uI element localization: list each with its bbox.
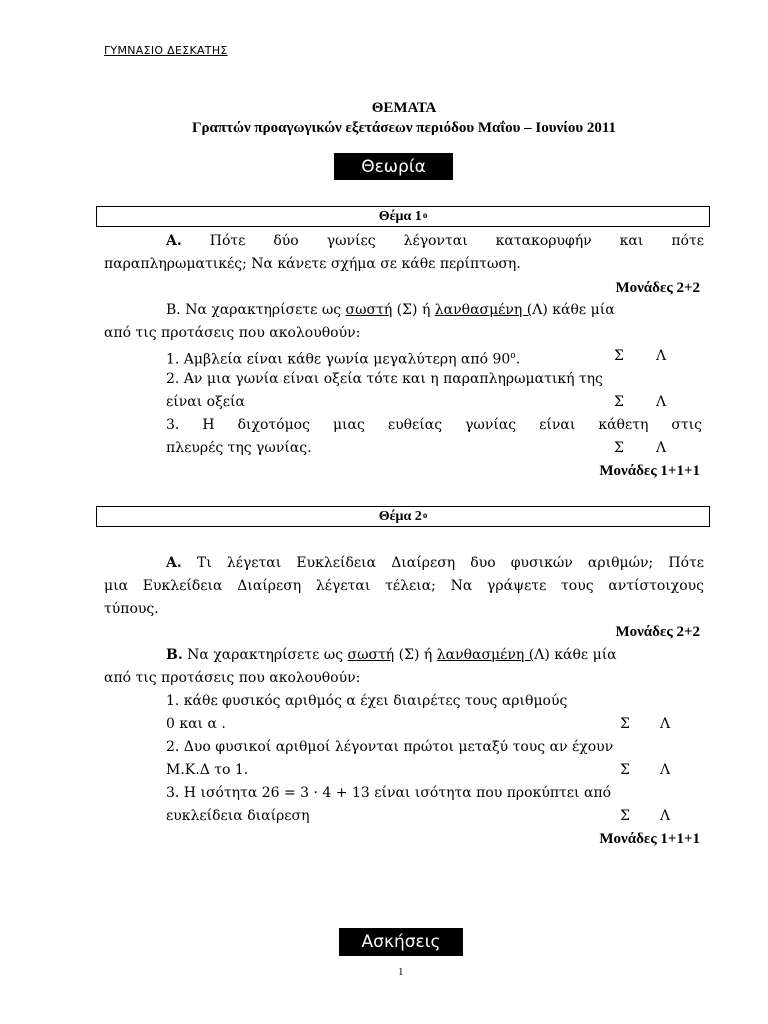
topic-1-b-marks: Μονάδες 1+1+1 bbox=[599, 463, 700, 479]
topic-2-item-3: 3. Η ισότητα 26 = 3 · 4 + 13 είναι ισότητα που προκύπτει από bbox=[166, 785, 612, 801]
topic-2-a-marks: Μονάδες 2+2 bbox=[615, 624, 700, 640]
topic-1-item-3-line-2: πλευρές της γωνίας. bbox=[166, 440, 312, 456]
false-mark: Λ bbox=[660, 808, 671, 824]
wrong-word: λανθασμένη ( bbox=[436, 647, 535, 663]
school-name: ΓΥΜΝΑΣΙΟ ΔΕΣΚΑΤΗΣ bbox=[104, 44, 228, 57]
question-a-line-1: Τι λέγεται Ευκλείδεια Διαίρεση δυο φυσικών αριθμών; Πότε bbox=[196, 555, 704, 571]
topic-1-a-marks: Μονάδες 2+2 bbox=[615, 280, 700, 296]
topic-1-item-2-line-2: είναι οξεία bbox=[166, 394, 245, 410]
topic-2-question-a-line-3: τύπους. bbox=[104, 601, 159, 617]
topic-1-question-a-line-2: παραπληρωματικές; Να κάνετε σχήμα σε κάθε περίπτωση. bbox=[104, 256, 521, 272]
topic-1-superscript: ο bbox=[422, 209, 428, 220]
correct-word: σωστή bbox=[345, 302, 393, 318]
question-b-prefix: Να χαρακτηρίσετε ως bbox=[187, 647, 344, 663]
topic-2-question-b-line-2: από τις προτάσεις που ακολουθούν: bbox=[104, 670, 361, 686]
true-mark: Σ bbox=[614, 348, 624, 364]
theory-banner: Θεωρία bbox=[334, 153, 453, 180]
degree-superscript: ο bbox=[510, 351, 516, 361]
true-mark: Σ bbox=[620, 808, 630, 824]
false-mark: Λ bbox=[660, 716, 671, 732]
true-mark: Σ bbox=[614, 394, 624, 410]
topic-1-item-2: 2. Αν μια γωνία είναι οξεία τότε και η παραπληρωματική της bbox=[166, 371, 603, 387]
topic-1-question-a bbox=[104, 230, 704, 252]
exercises-banner: Ασκήσεις bbox=[339, 928, 463, 956]
question-b-label: Β. bbox=[166, 647, 183, 663]
topic-1-item-3 bbox=[166, 414, 702, 436]
topic-2-heading bbox=[96, 506, 710, 527]
false-mark: Λ bbox=[656, 394, 667, 410]
false-mark: Λ bbox=[660, 762, 671, 778]
question-b-mid: (Σ) ή bbox=[398, 647, 433, 663]
question-b-prefix: Β. Να χαρακτηρίσετε ως bbox=[166, 302, 342, 318]
wrong-word: λανθασμένη ( bbox=[434, 302, 533, 318]
correct-word: σωστή bbox=[347, 647, 395, 663]
topic-2-item-3-line-2: ευκλείδεια διαίρεση bbox=[166, 808, 310, 824]
topic-2-question-a bbox=[104, 552, 704, 574]
question-a-label: Α. bbox=[166, 233, 182, 249]
topic-2-item-2: 2. Δυο φυσικοί αριθμοί λέγονται πρώτοι μεταξύ τους αν έχουν bbox=[166, 739, 614, 755]
true-mark: Σ bbox=[620, 716, 630, 732]
topic-2-item-1: 1. κάθε φυσικός αριθμός α έχει διαιρέτες τους αριθμούς bbox=[166, 693, 568, 709]
question-a-line-2: μια Ευκλείδεια Διαίρεση λέγεται τέλεια; Να γράψετε τους αντίστοιχους bbox=[104, 578, 704, 594]
page-number: 1 bbox=[398, 966, 404, 978]
question-b-suffix: Λ) κάθε μία bbox=[532, 302, 615, 318]
topic-2-question-a-line-2 bbox=[104, 575, 704, 597]
topic-2-item-1-line-2: 0 και α . bbox=[166, 716, 226, 732]
question-a-line-1: Πότε δύο γωνίες λέγονται κατακορυφήν και πότε bbox=[209, 233, 704, 249]
topic-2-b-marks: Μονάδες 1+1+1 bbox=[599, 831, 700, 847]
item-text: 3. Η διχοτόμος μιας ευθείας γωνίας είναι κάθετη στις bbox=[166, 417, 702, 433]
true-mark: Σ bbox=[620, 762, 630, 778]
topic-2-title: Θέμα 2 bbox=[378, 508, 422, 524]
false-mark: Λ bbox=[656, 348, 667, 364]
true-mark: Σ bbox=[614, 440, 624, 456]
question-a-label: Α. bbox=[166, 555, 182, 571]
topic-1-question-b-line-2: από τις προτάσεις που ακολουθούν: bbox=[104, 325, 361, 341]
topic-2-superscript: ο bbox=[422, 509, 428, 520]
topic-2-question-b bbox=[166, 644, 617, 666]
question-b-mid: (Σ) ή bbox=[396, 302, 431, 318]
exam-subtitle: Γραπτών προαγωγικών εξετάσεων περιόδου Μαΐου – Ιουνίου 2011 bbox=[191, 120, 617, 136]
exam-header bbox=[0, 98, 768, 138]
topic-1-heading bbox=[96, 206, 710, 227]
exam-title: ΘΕΜΑΤΑ bbox=[371, 100, 437, 116]
topic-2-item-2-line-2: Μ.Κ.Δ το 1. bbox=[166, 762, 249, 778]
question-b-suffix: Λ) κάθε μία bbox=[534, 647, 617, 663]
item-tail: . bbox=[515, 351, 521, 368]
item-text: 1. Αμβλεία είναι κάθε γωνία μεγαλύτερη από 90 bbox=[166, 351, 511, 368]
topic-1-title: Θέμα 1 bbox=[378, 208, 422, 224]
topic-1-item-1 bbox=[166, 345, 520, 371]
topic-1-question-b bbox=[166, 299, 615, 321]
false-mark: Λ bbox=[656, 440, 667, 456]
